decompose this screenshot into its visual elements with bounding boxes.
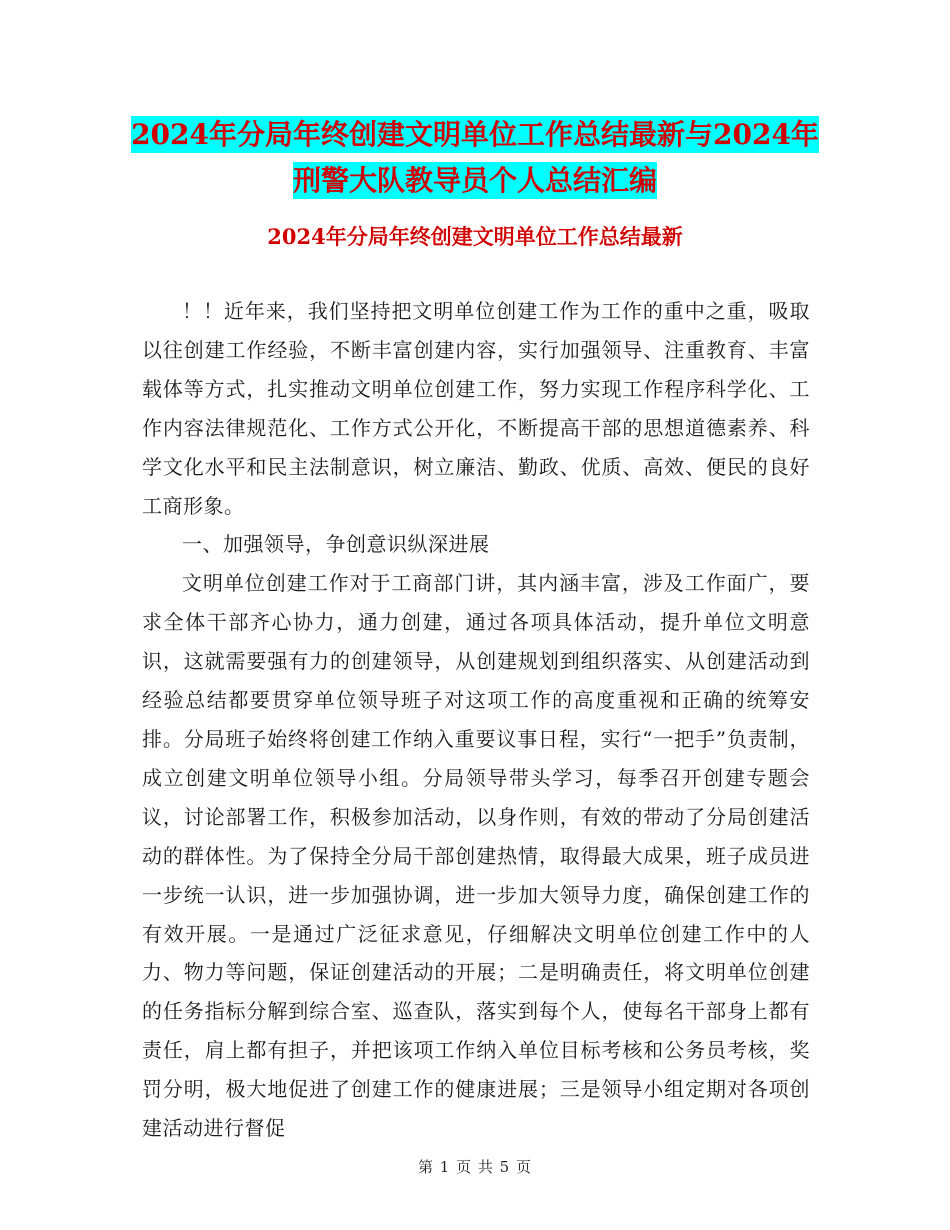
paragraph-body: 文明单位创建工作对于工商部门讲，其内涵丰富，涉及工作面广，要求全体干部齐心协力，通力创建，通过各项具体活动，提升单位文明意识，这就需要强有力的创建领导，从创建规划到组织落实、从创建活动到经验总结都要贯穿单位领导班子对这项工作的高度重视和正确的统筹安排。分局班子始终将创建工作纳入重要议事日程，实行“一把手”负责制，成立创建文明单位领导小组。分局领导带头学习，每季召开创建专题会议，讨论部署工作，积极参加活动，以身作则，有效的带动了分局创建活动的群体性。为了保持全分局干部创建热情，取得最大成果，班子成员进一步统一认识，进一步加强协调，进一步加大领导力度，确保创建工作的有效开展。一是通过广泛征求意见，仔细解决文明单位创建工作中的人力、物力等问题，保证创建活动的开展；二是明确责任，将文明单位创建的任务指标分解到综合室、巡查队，落实到每个人，使每名干部身上都有责任，肩上都有担子，并把该项工作纳入单位目标考核和公务员考核，奖罚分明，极大地促进了创建工作的健康进展；三是领导小组定期对各项创建活动进行督促 (142, 571, 810, 1141)
section-title: 2024年分局年终创建文明单位工作总结最新 (267, 224, 683, 249)
paragraph-intro: ！！近年来，我们坚持把文明单位创建工作为工作的重中之重，吸取以往创建工作经验，不断丰富创建内容，实行加强领导、注重教育、丰富载体等方式，扎实推动文明单位创建工作，努力实现工作程序科学化、工作内容法律规范化、工作方式公开化，不断提高干部的思想道德素养、科学文化水平和民主法制意识，树立廉洁、勤政、优质、高效、便民的良好工商形象。 (142, 299, 810, 518)
title-line-2: 刑警大队教导员个人总结汇编 (292, 164, 657, 197)
document-title (0, 112, 950, 204)
paragraph-heading: 一、加强领导，争创意识纵深进展 (182, 532, 490, 557)
page-footer: 第 1 页 共 5 页 (418, 1158, 532, 1176)
title-line-1: 2024年分局年终创建文明单位工作总结最新与2024年 (131, 118, 819, 151)
document-body (142, 292, 810, 1148)
